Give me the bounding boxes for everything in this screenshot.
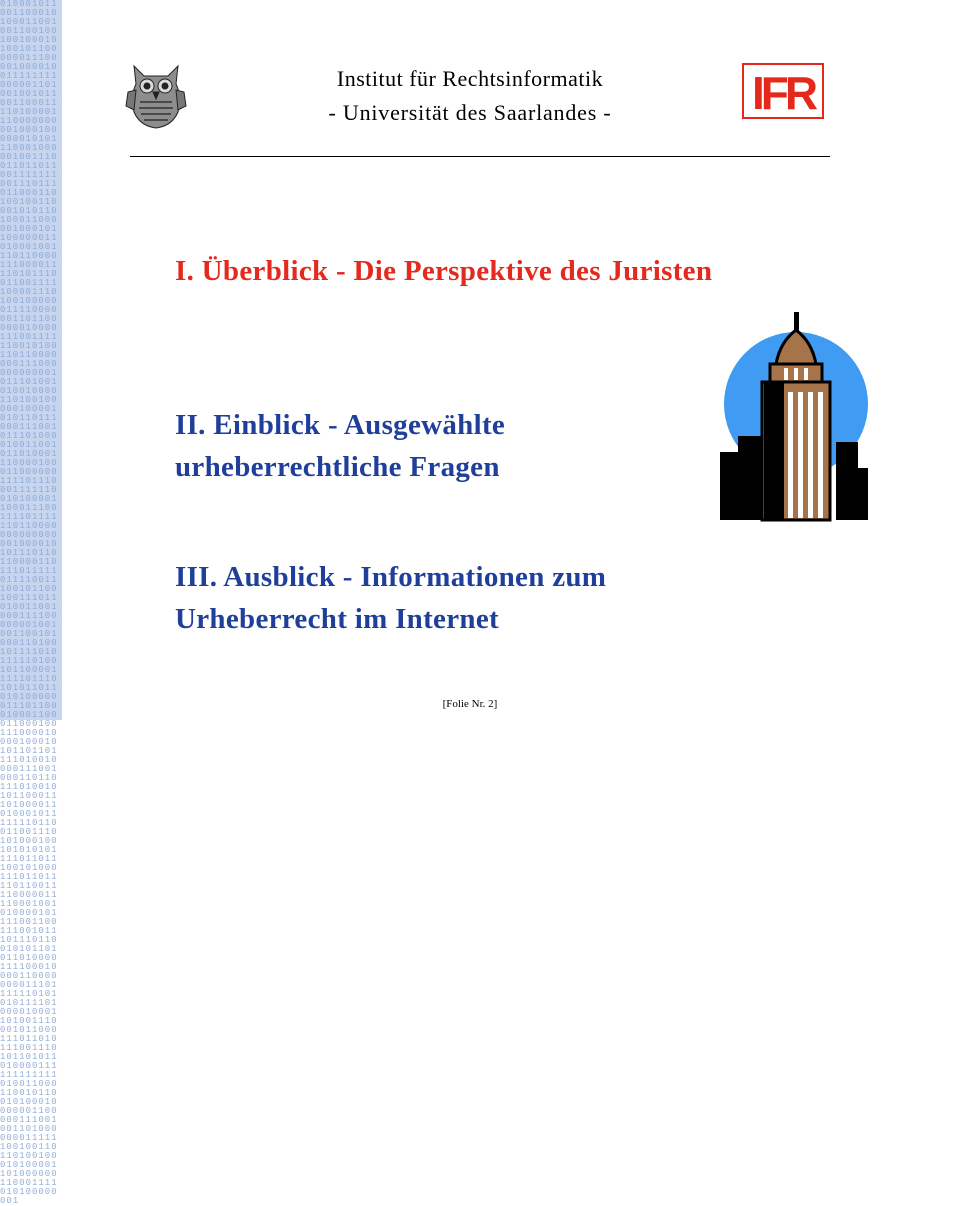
agenda-item-1: I. Überblick - Die Perspektive des Juristen (175, 255, 713, 287)
owl-seal-icon (126, 62, 186, 130)
header-divider (130, 156, 830, 157)
university-name: - Universität des Saarlandes - (328, 100, 612, 125)
institute-header (300, 62, 640, 130)
agenda-item-2: II. Einblick - Ausgewählte urheberrechtliche Fragen (175, 409, 506, 483)
left-decorative-stripe (0, 0, 62, 1206)
institute-name: Institut für Rechtsinformatik (336, 66, 604, 91)
skyscraper-icon (718, 312, 870, 522)
agenda-item-3: III. Ausblick - Informationen zum Urheberrecht im Internet (175, 561, 607, 635)
svg-text:IFR: IFR (751, 67, 815, 119)
ifr-logo (742, 63, 824, 119)
binary-pattern: 010001011001100010100011001001100100100100010100101100000011100001000010011111111000001101001001011001100011110100001110000000001000100000010101110001000001001110011011011001111111001110111011000110100100110001010110100011000001000101100000011010001001110110000111000011110101110011001111100001110100100000011110000001101100000010000111001111110010100110110000000111000000000001011101001010010000110100100000100001010110111000111001011101000010011001011010001110000100011000000111101110001111110010100001100011100111101111110110000000000000001000010101110110110000110111011111011110011100101100100111011010011001000111100000001001001100101000110100101111010111110100101100001111101110101011011010100000011101100010001100011000100111000010000100010101101101111010010000111001000110110111010010101100011101000011010001011111110110011001110101000100101010101111011011100101000111011011110110011110000011110001001010000101111001100111001011101110110010101101011010000111100010000110000000011101111110101010111101000010001101001110001011000111011010111001110101101011010000111111111111010011000110010110010100010000001100000111001001101000000011111100100110110100100010100001101000000110001111010100000001 (0, 0, 58, 1206)
slide-number: [Folie Nr. 2] (442, 698, 498, 710)
